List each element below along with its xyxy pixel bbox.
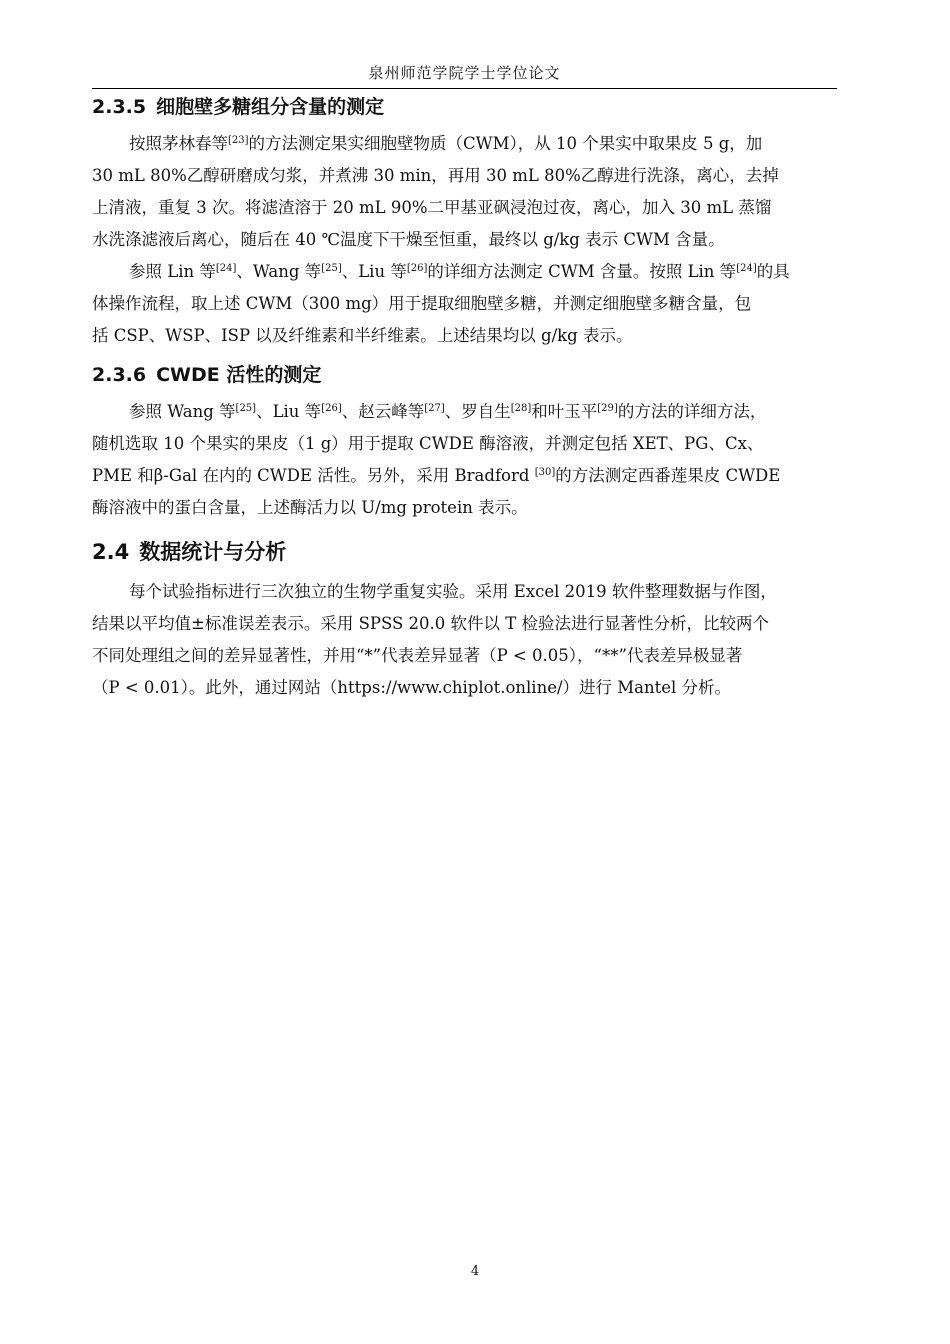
- text-line: PME 和β-Gal 在内的 CWDE 活性。另外，采用 Bradford [30]的方法测定西番莲果皮 CWDE: [92, 466, 781, 485]
- citation-ref: [29]: [597, 403, 618, 414]
- citation-ref: [26]: [406, 263, 428, 274]
- paragraph-cwm-extraction: [92, 128, 837, 256]
- text-line: （P < 0.01）。此外，通过网站（https://www.chiplot.online/）进行 Mantel 分析。: [92, 678, 732, 697]
- section-heading-2-3-5: [92, 92, 837, 122]
- text-line: 结果以平均值±标准误差表示。采用 SPSS 20.0 软件以 T 检验法进行显著性分析，比较两个: [92, 614, 770, 633]
- citation-ref: [24]: [736, 263, 757, 274]
- citation-ref: [23]: [228, 135, 249, 146]
- text-line: 每个试验指标进行三次独立的生物学重复实验。采用 Excel 2019 软件整理数据与作图，: [129, 582, 777, 601]
- section-title: 数据统计与分析: [139, 540, 287, 564]
- text-line: 随机选取 10 个果实的果皮（1 g）用于提取 CWDE 酶溶液，并测定包括 XET、PG、Cx、: [92, 434, 764, 453]
- text-line: 参照 Lin 等[24]、Wang 等[25]、Liu 等[26]的详细方法测定 CWM 含量。按照 Lin 等[24]的具: [129, 262, 790, 281]
- section-heading-2-3-6: [92, 360, 837, 390]
- citation-ref: [26]: [321, 403, 342, 414]
- text-line: 括 CSP、WSP、ISP 以及纤维素和半纤维素。上述结果均以 g/kg 表示。: [92, 326, 633, 345]
- section-title: 细胞壁多糖组分含量的测定: [156, 96, 385, 118]
- text-line: 不同处理组之间的差异显著性，并用“*”代表差异显著（P < 0.05），“**”代表差异极显著: [92, 646, 743, 665]
- citation-ref: [27]: [424, 403, 445, 414]
- text-line: 水洗涤滤液后离心，随后在 40 ℃温度下干燥至恒重，最终以 g/kg 表示 CWM 含量。: [92, 230, 725, 249]
- text-line: 体操作流程，取上述 CWM（300 mg）用于提取细胞壁多糖，并测定细胞壁多糖含量，包: [92, 294, 752, 313]
- citation-ref: [25]: [235, 403, 257, 414]
- section-title: CWDE 活性的测定: [156, 364, 322, 386]
- section-number: 2.3.5: [92, 96, 147, 118]
- section-number: 2.4: [92, 540, 130, 564]
- paragraph-cwde-activity: [92, 396, 837, 524]
- running-header: 泉州师范学院学士学位论文: [92, 62, 837, 89]
- citation-ref: [30]: [534, 467, 556, 478]
- section-heading-2-4: [92, 534, 837, 570]
- citation-ref: [24]: [215, 263, 237, 274]
- citation-ref: [25]: [321, 263, 342, 274]
- citation-ref: [28]: [510, 403, 532, 414]
- page-number: 4: [470, 1264, 480, 1279]
- text-line: 30 mL 80%乙醇研磨成匀浆，并煮沸 30 min，再用 30 mL 80%乙醇进行洗涤，离心，去掉: [92, 166, 779, 185]
- section-number: 2.3.6: [92, 364, 147, 386]
- paragraph-polysaccharide-method: [92, 256, 837, 352]
- paragraph-statistics: [92, 576, 837, 704]
- text-line: 按照茅林春等[23]的方法测定果实细胞壁物质（CWM），从 10 个果实中取果皮 5 g，加: [129, 134, 763, 153]
- text-line: 参照 Wang 等[25]、Liu 等[26]、赵云峰等[27]、罗自生[28]和叶玉平[29]的方法的详细方法，: [129, 402, 767, 421]
- text-line: 酶溶液中的蛋白含量，上述酶活力以 U/mg protein 表示。: [92, 498, 528, 517]
- document-body: [92, 92, 837, 704]
- text-line: 上清液，重复 3 次。将滤渣溶于 20 mL 90%二甲基亚砜浸泡过夜，离心，加入 30 mL 蒸馏: [92, 198, 772, 217]
